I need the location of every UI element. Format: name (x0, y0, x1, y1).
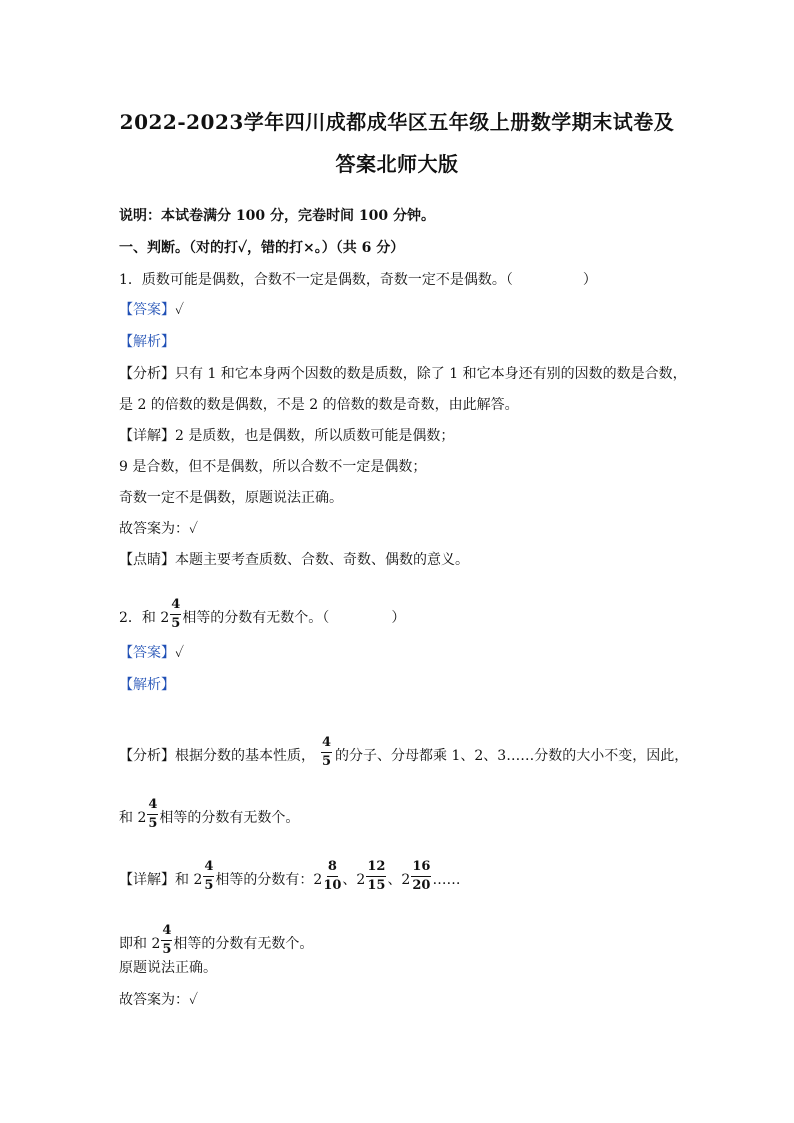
question-2 (119, 598, 405, 631)
fraction-numerator: 4 (170, 598, 181, 615)
answer-tag: 【答案】 (119, 302, 175, 318)
fraction-denominator: 5 (204, 878, 214, 893)
fraction (161, 924, 172, 957)
fraction-numerator: 12 (366, 860, 386, 877)
fraction-denominator: 5 (162, 942, 172, 957)
question-1-text: 1．质数可能是偶数，合数不一定是偶数，奇数一定不是偶数。（ (119, 272, 513, 288)
xiangjie-line-1 (119, 426, 454, 446)
analysis-tag: 【解析】 (119, 334, 175, 350)
fraction-denominator: 15 (367, 878, 386, 893)
jihe-text: 相等的分数有无数个。 (173, 936, 314, 952)
xiangjie-text: 2 是质数，也是偶数，所以质数可能是偶数； (175, 428, 455, 444)
equivalent-fraction (323, 860, 341, 893)
answer-line (119, 643, 184, 663)
ellipsis: …… (432, 872, 461, 888)
fenxi-line-2: 是 2 的倍数的数是偶数，不是 2 的倍数的数是奇数，由此解答。 (119, 397, 519, 413)
answer-tag: 【答案】 (119, 645, 175, 661)
question-2-suffix: 相等的分数有无数个。（ (182, 610, 330, 626)
close-paren: ） (582, 272, 597, 288)
fenxi-text: 相等的分数有无数个。 (159, 810, 300, 826)
answer-value: ✓ (175, 645, 185, 661)
conclusion-line: 故答案为：✓ (119, 521, 199, 537)
jihe-text: 即和 2 (119, 936, 161, 952)
correct-line: 原题说法正确。 (119, 960, 217, 976)
document-title-line2: 答案北师大版 (335, 152, 459, 176)
fraction-numerator: 4 (321, 736, 332, 753)
fenxi-tag: 【分析】 (119, 366, 175, 382)
question-1 (119, 270, 597, 290)
fraction (321, 736, 332, 769)
separator: 、2 (387, 872, 411, 888)
document-title-line1: 2022-2023学年四川成都成华区五年级上册数学期末试卷及 (119, 110, 675, 134)
separator: 、2 (342, 872, 366, 888)
fraction (170, 598, 181, 631)
xiangjie-tag: 【详解】 (119, 428, 175, 444)
fenxi-text: 只有 1 和它本身两个因数的数是质数，除了 1 和它本身还有别的因数的数是合数， (175, 366, 687, 382)
dianjing-line (119, 550, 469, 570)
fraction-numerator: 4 (161, 924, 172, 941)
xiangjie-text: 相等的分数有：2 (215, 872, 323, 888)
fraction-numerator: 4 (147, 798, 158, 815)
answer-line (119, 300, 184, 320)
fraction (203, 860, 214, 893)
dianjing-text: 本题主要考查质数、合数、奇数、偶数的意义。 (175, 552, 469, 568)
answer-value: ✓ (175, 302, 185, 318)
fenxi-line-1 (119, 736, 688, 769)
question-2-prefix: 2．和 2 (119, 610, 170, 626)
fraction-denominator: 20 (412, 878, 431, 893)
fraction-denominator: 10 (323, 878, 342, 893)
fraction-denominator: 5 (148, 816, 158, 831)
jihe-line (119, 924, 313, 957)
fenxi-text: 的分子、分母都乘 1、2、3……分数的大小不变，因此， (335, 748, 689, 764)
fraction (147, 798, 158, 831)
fraction-numerator: 4 (203, 860, 214, 877)
xiangjie-text: 和 2 (175, 872, 203, 888)
dianjing-tag: 【点睛】 (119, 552, 175, 568)
xiangjie-tag: 【详解】 (119, 872, 175, 888)
fenxi-line-2 (119, 798, 299, 831)
xiangjie-line-3: 奇数一定不是偶数，原题说法正确。 (119, 490, 343, 506)
fenxi-text: 根据分数的基本性质， (175, 748, 315, 764)
conclusion-line: 故答案为：✓ (119, 992, 199, 1008)
close-paren: ） (391, 610, 406, 626)
section-heading: 一、判断。（对的打✓，错的打×。）（共 6 分） (119, 240, 405, 256)
fenxi-tag: 【分析】 (119, 748, 175, 764)
equivalent-fraction (366, 860, 386, 893)
analysis-tag: 【解析】 (119, 677, 175, 693)
fraction-numerator: 8 (327, 860, 338, 877)
fraction-denominator: 5 (171, 616, 181, 631)
equivalent-fraction (411, 860, 431, 893)
xiangjie-line-2: 9 是合数，但不是偶数，所以合数不一定是偶数； (119, 459, 427, 475)
xiangjie-line (119, 860, 460, 893)
fenxi-line-1 (119, 364, 687, 384)
fraction-denominator: 5 (322, 754, 332, 769)
fraction-numerator: 16 (411, 860, 431, 877)
fenxi-text: 和 2 (119, 810, 147, 826)
exam-note: 说明：本试卷满分 100 分，完卷时间 100 分钟。 (119, 208, 435, 224)
